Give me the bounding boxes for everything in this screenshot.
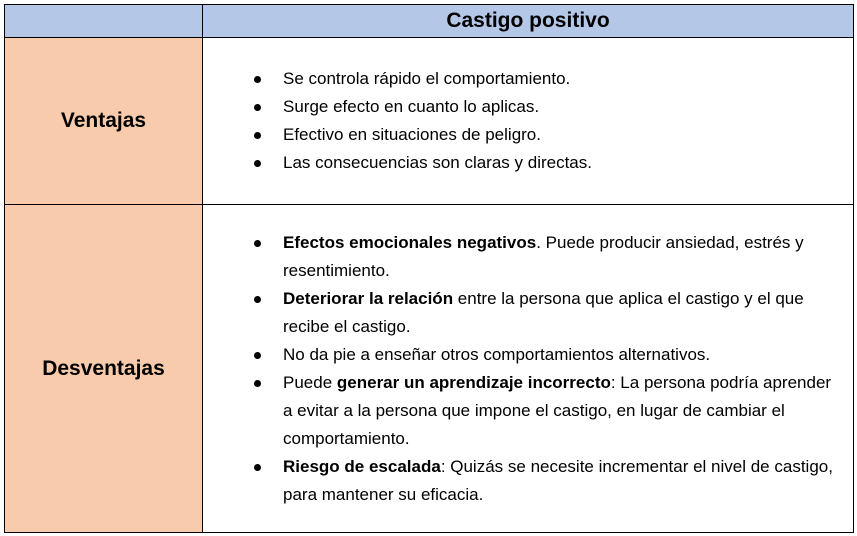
- comparison-table: [4, 4, 854, 533]
- table-row-desventajas: [5, 205, 854, 533]
- list-item-text: . Puede producir ansiedad, estrés y resentimiento.: [283, 232, 804, 280]
- list-item-bold: generar un aprendizaje incorrecto: [336, 372, 611, 392]
- content-cell-desventajas: [203, 205, 854, 533]
- list-item: [283, 285, 841, 341]
- list-item: [283, 121, 841, 149]
- header-empty-cell: [5, 5, 203, 38]
- table-row-ventajas: [5, 38, 854, 205]
- list-item-bold: Deteriorar la relación: [283, 288, 454, 308]
- list-item-text: Se controla rápido el comportamiento.: [283, 69, 571, 89]
- list-item: [283, 229, 841, 285]
- list-item-bold: Riesgo de escalada: [283, 456, 441, 476]
- bullet-icon: [254, 104, 261, 111]
- ventajas-list: [203, 65, 853, 177]
- list-item: [283, 453, 841, 509]
- list-item-text: Efectivo en situaciones de peligro.: [283, 125, 541, 145]
- bullet-icon: [254, 132, 261, 139]
- content-cell-ventajas: [203, 38, 854, 205]
- list-item: [283, 93, 841, 121]
- bullet-icon: [254, 464, 261, 471]
- bullet-icon: [254, 76, 261, 83]
- list-item-text: : La persona podría aprender a evitar a la persona que impone el castigo, en lugar de cambiar el comportamiento.: [283, 372, 832, 448]
- bullet-icon: [254, 240, 261, 247]
- list-item: [283, 65, 841, 93]
- bullet-icon: [254, 380, 261, 387]
- list-item-text: No da pie a enseñar otros comportamientos alternativos.: [283, 344, 711, 364]
- bullet-icon: [254, 160, 261, 167]
- list-item: [283, 149, 841, 177]
- list-item-text: Surge efecto en cuanto lo aplicas.: [283, 97, 540, 117]
- bullet-icon: [254, 352, 261, 359]
- list-item-prefix: Puede: [283, 372, 337, 392]
- table-title: Castigo positivo: [203, 5, 854, 38]
- list-item-text: Las consecuencias son claras y directas.: [283, 153, 592, 173]
- row-label-desventajas: Desventajas: [5, 205, 203, 533]
- list-item-text: : Quizás se necesite incrementar el nivel de castigo, para mantener su eficacia.: [283, 456, 833, 504]
- list-item-bold: Efectos emocionales negativos: [283, 232, 537, 252]
- list-item: [283, 369, 841, 453]
- list-item: [283, 341, 841, 369]
- bullet-icon: [254, 296, 261, 303]
- desventajas-list: [203, 229, 853, 509]
- header-row: [5, 5, 854, 38]
- row-label-ventajas: Ventajas: [5, 38, 203, 205]
- list-item-text: entre la persona que aplica el castigo y el que recibe el castigo.: [283, 288, 804, 336]
